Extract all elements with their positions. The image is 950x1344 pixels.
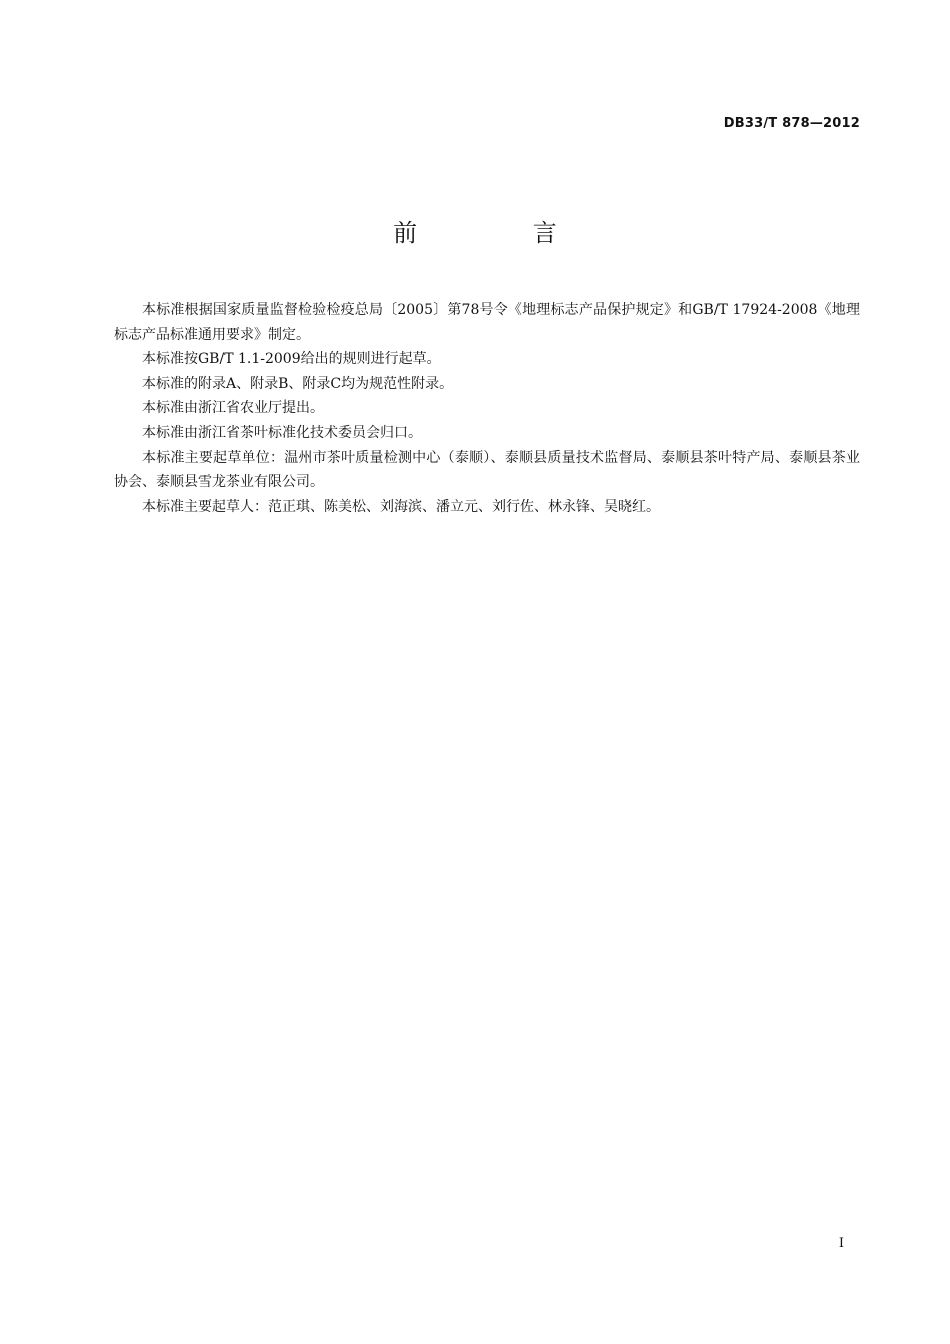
- paragraph-proposer: 本标准由浙江省农业厅提出。: [142, 400, 324, 417]
- paragraph-drafters: 本标准主要起草人：范正琪、陈美松、刘海滨、潘立元、刘行佐、林永锋、吴晓红。: [142, 498, 660, 515]
- paragraph-drafting-rules: 本标准按GB/T 1.1-2009给出的规则进行起草。: [142, 351, 441, 368]
- standard-code: DB33/T 878—2012: [723, 116, 860, 131]
- paragraph-annexes: 本标准的附录A、附录B、附录C均为规范性附录。: [142, 375, 454, 392]
- page-title: 前 言: [393, 219, 611, 247]
- page-number: I: [838, 1236, 844, 1251]
- foreword-body: [114, 298, 860, 519]
- paragraph-drafting-units: 本标准主要起草单位：温州市茶叶质量检测中心（泰顺）、泰顺县质量技术监督局、泰顺县茶叶特产局、泰顺县茶业协会、泰顺县雪龙茶业有限公司。: [114, 449, 860, 491]
- paragraph-basis: 本标准根据国家质量监督检验检疫总局〔2005〕第78号令《地理标志产品保护规定》和GB/T 17924-2008《地理标志产品标准通用要求》制定。: [114, 302, 860, 343]
- paragraph-committee: 本标准由浙江省茶叶标准化技术委员会归口。: [142, 424, 422, 441]
